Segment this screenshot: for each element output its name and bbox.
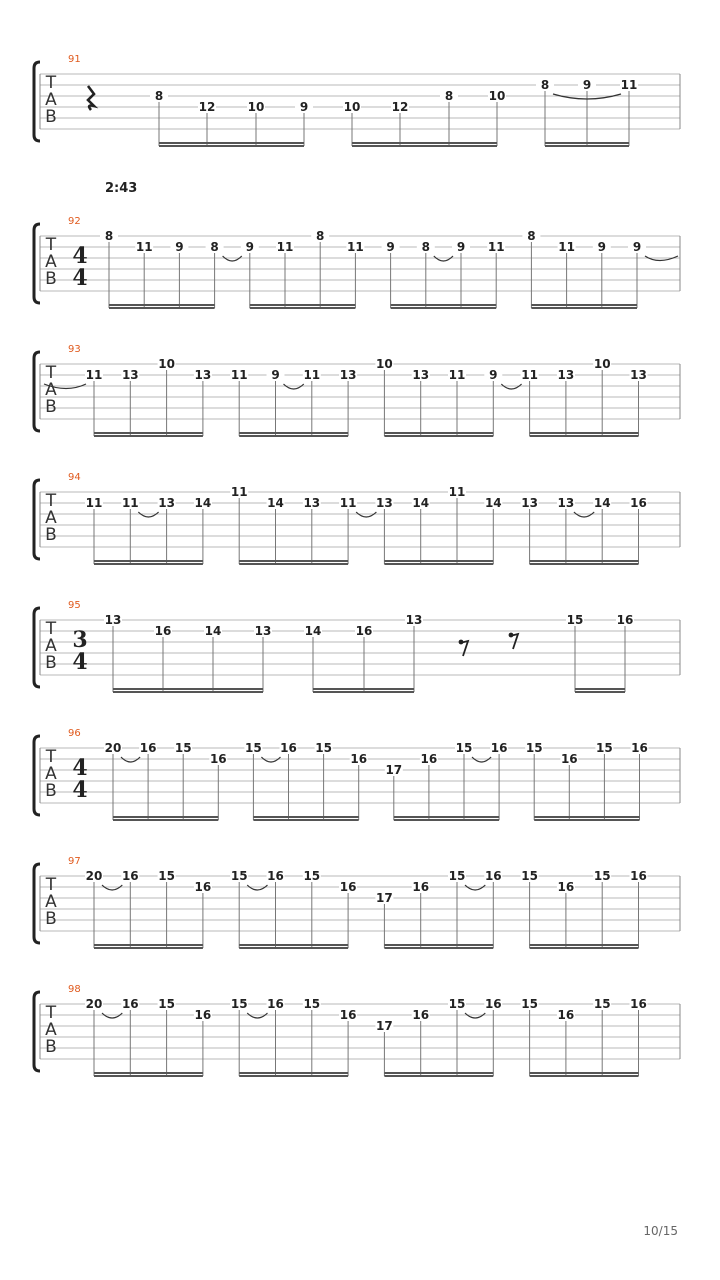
tab-letter: B bbox=[45, 653, 57, 673]
tab-letter: B bbox=[45, 269, 57, 289]
fret-number: 15 bbox=[230, 997, 248, 1011]
fret-number: 16 bbox=[267, 997, 284, 1011]
fret-number: 16 bbox=[631, 741, 648, 755]
fret-number: 13 bbox=[303, 496, 321, 510]
fret-number: 16 bbox=[339, 880, 357, 894]
fret-number: 13 bbox=[158, 496, 175, 510]
measure-number: 95 bbox=[68, 600, 81, 611]
fret-number: 16 bbox=[616, 613, 634, 627]
beam bbox=[94, 560, 203, 562]
fret-number: 15 bbox=[521, 869, 538, 883]
beam bbox=[109, 304, 215, 306]
beam bbox=[545, 145, 629, 147]
fret-number: 15 bbox=[448, 997, 466, 1011]
fret-number: 16 bbox=[630, 496, 647, 510]
fret-number: 16 bbox=[412, 880, 430, 894]
fret-number: 14 bbox=[267, 496, 284, 510]
beam bbox=[384, 563, 493, 565]
fret-number: 15 bbox=[303, 869, 321, 883]
fret-number: 16 bbox=[560, 752, 578, 766]
beam bbox=[109, 307, 215, 309]
fret-number: 14 bbox=[204, 624, 222, 638]
beam bbox=[530, 432, 639, 434]
tab-letter: T bbox=[45, 747, 57, 767]
beam bbox=[250, 307, 356, 309]
beam bbox=[531, 304, 637, 306]
fret-number: 17 bbox=[385, 763, 403, 777]
fret-number: 14 bbox=[194, 496, 212, 510]
beam bbox=[113, 691, 263, 693]
beam bbox=[530, 435, 639, 437]
fret-number: 16 bbox=[339, 1008, 357, 1022]
fret-number: 14 bbox=[484, 496, 502, 510]
tab-letter: A bbox=[45, 636, 57, 656]
fret-number: 8 bbox=[154, 89, 164, 103]
beam bbox=[384, 432, 493, 434]
system-bracket bbox=[34, 736, 40, 815]
fret-number: 15 bbox=[593, 869, 611, 883]
fret-number: 11 bbox=[230, 368, 248, 382]
beam bbox=[239, 1075, 348, 1077]
beam bbox=[530, 947, 639, 949]
tab-letter: T bbox=[45, 491, 57, 511]
fret-number: 10 bbox=[376, 357, 393, 371]
tab-letter: B bbox=[45, 781, 57, 801]
fret-number: 11 bbox=[448, 368, 466, 382]
fret-number: 13 bbox=[194, 368, 212, 382]
fret-number: 9 bbox=[456, 240, 466, 254]
fret-number: 9 bbox=[175, 240, 184, 254]
tab-letter: A bbox=[45, 380, 57, 400]
beam bbox=[394, 819, 499, 821]
tab-letter: A bbox=[45, 764, 57, 784]
measure-number: 96 bbox=[68, 728, 81, 739]
fret-number: 15 bbox=[245, 741, 262, 755]
beam bbox=[239, 560, 348, 562]
system-bracket bbox=[34, 224, 40, 303]
fret-number: 9 bbox=[582, 78, 592, 92]
beam bbox=[530, 1075, 639, 1077]
tab-letter: A bbox=[45, 1020, 57, 1040]
beam bbox=[313, 691, 414, 693]
fret-number: 14 bbox=[593, 496, 611, 510]
fret-number: 13 bbox=[104, 613, 122, 627]
fret-number: 15 bbox=[315, 741, 332, 755]
fret-number: 13 bbox=[405, 613, 423, 627]
tab-letter: T bbox=[45, 73, 57, 93]
fret-number: 8 bbox=[444, 89, 454, 103]
fret-number: 12 bbox=[391, 100, 409, 114]
fret-number: 11 bbox=[85, 368, 103, 382]
fret-number: 15 bbox=[455, 741, 473, 755]
fret-number: 16 bbox=[121, 869, 139, 883]
fret-number: 9 bbox=[299, 100, 309, 114]
tab-letter: A bbox=[45, 508, 57, 528]
fret-number: 11 bbox=[121, 496, 139, 510]
beam bbox=[530, 560, 639, 562]
fret-number: 11 bbox=[347, 240, 364, 254]
fret-number: 13 bbox=[121, 368, 139, 382]
fret-number: 20 bbox=[85, 869, 103, 883]
fret-number: 15 bbox=[596, 741, 613, 755]
fret-number: 16 bbox=[154, 624, 172, 638]
beam bbox=[113, 816, 218, 818]
measure-number: 93 bbox=[68, 344, 81, 355]
fret-number: 16 bbox=[121, 997, 139, 1011]
fret-number: 13 bbox=[630, 368, 647, 382]
fret-number: 16 bbox=[412, 1008, 430, 1022]
fret-number: 14 bbox=[412, 496, 430, 510]
beam bbox=[384, 435, 493, 437]
time-marker: 2:43 bbox=[105, 181, 138, 196]
fret-number: 15 bbox=[525, 741, 543, 755]
fret-number: 10 bbox=[247, 100, 265, 114]
beam bbox=[253, 816, 358, 818]
fret-number: 11 bbox=[521, 368, 538, 382]
fret-number: 17 bbox=[376, 891, 393, 905]
fret-number: 16 bbox=[194, 1008, 212, 1022]
beam bbox=[530, 563, 639, 565]
fret-number: 15 bbox=[230, 869, 248, 883]
system-bracket bbox=[34, 480, 40, 559]
fret-number: 8 bbox=[540, 78, 550, 92]
fret-number: 13 bbox=[412, 368, 430, 382]
beam bbox=[94, 435, 203, 437]
fret-number: 16 bbox=[484, 997, 502, 1011]
fret-number: 15 bbox=[158, 997, 175, 1011]
tab-letter: T bbox=[45, 619, 57, 639]
beam bbox=[253, 819, 358, 821]
fret-number: 13 bbox=[557, 368, 575, 382]
fret-number: 11 bbox=[620, 78, 638, 92]
fret-number: 13 bbox=[376, 496, 393, 510]
system-bracket bbox=[34, 608, 40, 687]
beam bbox=[159, 145, 304, 147]
fret-number: 16 bbox=[355, 624, 373, 638]
measure-number: 97 bbox=[68, 856, 81, 867]
beam bbox=[352, 145, 497, 147]
beam bbox=[239, 435, 348, 437]
beam bbox=[575, 691, 625, 693]
fret-number: 13 bbox=[521, 496, 538, 510]
fret-number: 11 bbox=[135, 240, 153, 254]
fret-number: 15 bbox=[158, 869, 175, 883]
fret-number: 8 bbox=[104, 229, 114, 243]
beam bbox=[394, 816, 499, 818]
fret-number: 16 bbox=[630, 869, 647, 883]
fret-number: 14 bbox=[304, 624, 322, 638]
beam bbox=[545, 142, 629, 144]
fret-number: 16 bbox=[139, 741, 157, 755]
fret-number: 10 bbox=[158, 357, 175, 371]
fret-number: 15 bbox=[303, 997, 321, 1011]
beam bbox=[531, 307, 637, 309]
time-signature-top: 4 bbox=[72, 755, 88, 781]
fret-number: 20 bbox=[85, 997, 103, 1011]
tab-letter: B bbox=[45, 909, 57, 929]
beam bbox=[94, 1072, 203, 1074]
beam bbox=[391, 304, 497, 306]
beam bbox=[94, 944, 203, 946]
fret-number: 16 bbox=[557, 1008, 575, 1022]
tab-letter: B bbox=[45, 107, 57, 127]
beam bbox=[239, 1072, 348, 1074]
fret-number: 11 bbox=[303, 368, 321, 382]
fret-number: 15 bbox=[174, 741, 192, 755]
fret-number: 9 bbox=[489, 368, 498, 382]
beam bbox=[575, 688, 625, 690]
fret-number: 16 bbox=[280, 741, 297, 755]
tab-letter: T bbox=[45, 235, 57, 255]
beam bbox=[159, 142, 304, 144]
beam bbox=[534, 816, 639, 818]
beam bbox=[530, 1072, 639, 1074]
system-bracket bbox=[34, 352, 40, 431]
fret-number: 11 bbox=[85, 496, 103, 510]
page-number: 10/15 bbox=[643, 1224, 678, 1238]
beam bbox=[113, 688, 263, 690]
beam bbox=[313, 688, 414, 690]
beam bbox=[94, 563, 203, 565]
time-signature-bottom: 4 bbox=[72, 777, 88, 803]
system-bracket bbox=[34, 992, 40, 1071]
fret-number: 13 bbox=[254, 624, 272, 638]
measure-number: 91 bbox=[68, 54, 81, 65]
fret-number: 16 bbox=[209, 752, 227, 766]
fret-number: 8 bbox=[527, 229, 536, 243]
beam bbox=[250, 304, 356, 306]
fret-number: 11 bbox=[448, 485, 466, 499]
fret-number: 15 bbox=[521, 997, 538, 1011]
fret-number: 16 bbox=[194, 880, 212, 894]
fret-number: 16 bbox=[484, 869, 502, 883]
fret-number: 20 bbox=[104, 741, 122, 755]
fret-number: 16 bbox=[267, 869, 284, 883]
beam bbox=[94, 947, 203, 949]
beam bbox=[534, 819, 639, 821]
fret-number: 10 bbox=[488, 89, 506, 103]
fret-number: 9 bbox=[271, 368, 280, 382]
fret-number: 13 bbox=[557, 496, 575, 510]
fret-number: 16 bbox=[630, 997, 647, 1011]
beam bbox=[384, 560, 493, 562]
beam bbox=[530, 944, 639, 946]
fret-number: 17 bbox=[376, 1019, 393, 1033]
measure-number: 94 bbox=[68, 472, 81, 483]
tab-letter: A bbox=[45, 892, 57, 912]
fret-number: 13 bbox=[339, 368, 357, 382]
beam bbox=[94, 432, 203, 434]
beam bbox=[239, 944, 348, 946]
fret-number: 16 bbox=[420, 752, 438, 766]
quarter-rest bbox=[88, 86, 94, 110]
measure-number: 98 bbox=[68, 984, 81, 995]
tab-letter: T bbox=[45, 363, 57, 383]
fret-number: 11 bbox=[339, 496, 357, 510]
fret-number: 9 bbox=[386, 240, 395, 254]
beam bbox=[384, 947, 493, 949]
beam bbox=[94, 1075, 203, 1077]
fret-number: 16 bbox=[557, 880, 575, 894]
beam bbox=[239, 432, 348, 434]
measure-number: 92 bbox=[68, 216, 81, 227]
tab-letter: A bbox=[45, 90, 57, 110]
fret-number: 8 bbox=[421, 240, 430, 254]
beam bbox=[113, 819, 218, 821]
tab-letter: T bbox=[45, 1003, 57, 1023]
fret-number: 12 bbox=[198, 100, 216, 114]
fret-number: 16 bbox=[490, 741, 508, 755]
fret-number: 10 bbox=[593, 357, 611, 371]
fret-number: 9 bbox=[245, 240, 254, 254]
time-signature-top: 4 bbox=[72, 243, 88, 269]
beam bbox=[239, 947, 348, 949]
beam bbox=[391, 307, 497, 309]
tab-letter: B bbox=[45, 397, 57, 417]
fret-number: 15 bbox=[566, 613, 584, 627]
tab-letter: B bbox=[45, 525, 57, 545]
fret-number: 15 bbox=[593, 997, 611, 1011]
time-signature-bottom: 4 bbox=[72, 265, 88, 291]
beam bbox=[239, 563, 348, 565]
tab-letter: T bbox=[45, 875, 57, 895]
tab-letter: B bbox=[45, 1037, 57, 1057]
fret-number: 11 bbox=[487, 240, 505, 254]
fret-number: 11 bbox=[276, 240, 294, 254]
fret-number: 11 bbox=[558, 240, 575, 254]
beam bbox=[384, 1075, 493, 1077]
fret-number: 9 bbox=[632, 240, 642, 254]
time-signature-top: 3 bbox=[72, 627, 88, 653]
fret-number: 16 bbox=[350, 752, 368, 766]
fret-number: 9 bbox=[597, 240, 606, 254]
beam bbox=[352, 142, 497, 144]
time-signature-bottom: 4 bbox=[72, 649, 88, 675]
fret-number: 15 bbox=[448, 869, 466, 883]
beam bbox=[384, 1072, 493, 1074]
fret-number: 8 bbox=[316, 229, 325, 243]
system-bracket bbox=[34, 62, 40, 141]
tab-letter: A bbox=[45, 252, 57, 272]
fret-number: 8 bbox=[210, 240, 219, 254]
beam bbox=[384, 944, 493, 946]
fret-number: 11 bbox=[230, 485, 248, 499]
fret-number: 10 bbox=[343, 100, 361, 114]
system-bracket bbox=[34, 864, 40, 943]
eighth-rest bbox=[460, 641, 468, 656]
